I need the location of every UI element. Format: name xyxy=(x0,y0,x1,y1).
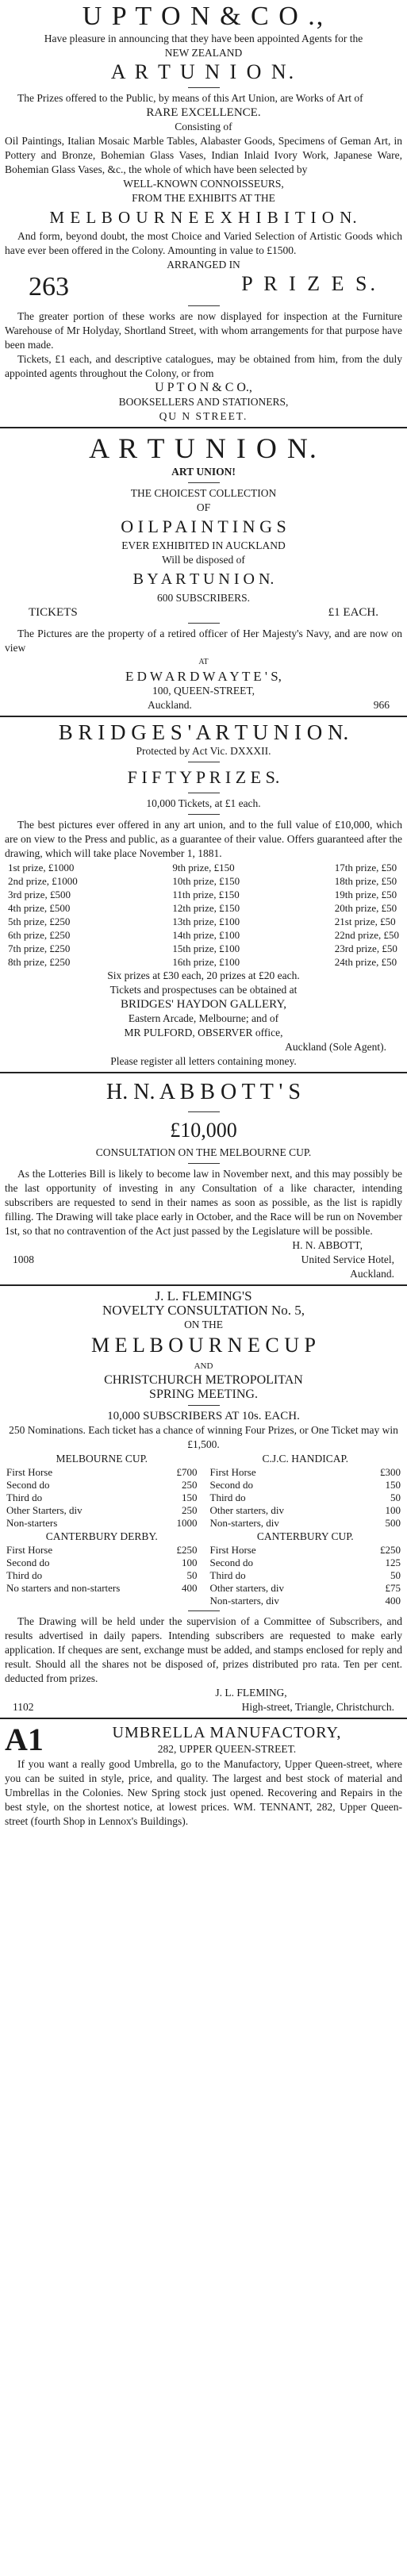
table-row xyxy=(5,1504,199,1517)
prize-item: 2nd prize, £1000 xyxy=(8,875,78,887)
ad1-line-7: WELL-KNOWN CONNOISSEURS, xyxy=(123,178,284,190)
table-row xyxy=(209,1517,403,1530)
race-table xyxy=(209,1452,403,1530)
fleming-sig: J. L. FLEMING, xyxy=(215,1687,287,1699)
table-row xyxy=(209,1479,403,1491)
prize-item: 3rd prize, £500 xyxy=(8,889,71,900)
table-row xyxy=(5,1544,199,1557)
table-row xyxy=(5,1569,199,1582)
table-cell: Non-starters xyxy=(6,1517,58,1529)
ad-separator xyxy=(0,427,407,428)
table-cell: Other Starters, div xyxy=(6,1504,83,1516)
umbrella-title: UMBRELLA MANUFACTORY, xyxy=(112,1724,342,1741)
table-row xyxy=(209,1544,403,1557)
ad2-line-12: E D W A R D W A Y T E ' S, xyxy=(125,669,282,684)
ad1-line-18: QU N STREET. xyxy=(159,410,248,422)
table-cell: Second do xyxy=(209,1479,254,1491)
fleming-addr: High-street, Triangle, Christchurch. xyxy=(241,1701,394,1713)
ad2-line-1: THE CHOICEST COLLECTION xyxy=(130,487,277,499)
fleming-christ: CHRISTCHURCH METROPOLITAN xyxy=(104,1373,303,1387)
ad2-line-2: OF xyxy=(196,501,211,513)
ad1-line-8: FROM THE EXHIBITS AT THE xyxy=(132,192,275,204)
fifty-prizes: F I F T Y P R I Z E S. xyxy=(127,767,280,787)
ad1-line-11: ARRANGED IN xyxy=(167,259,240,271)
race-table xyxy=(5,1452,199,1530)
tickets-price: £1 EACH. xyxy=(328,606,378,619)
prize-item: 24th prize, £50 xyxy=(334,956,397,968)
race-table xyxy=(209,1530,403,1607)
fleming-num: 1102 xyxy=(13,1701,34,1713)
prize-item: 4th prize, £500 xyxy=(8,902,71,914)
ad1-line-3: The Prizes offered to the Public, by means of this Art Union, are Works of Art of xyxy=(17,92,363,104)
abbott-footer xyxy=(5,1253,402,1267)
register-line: Please register all letters containing money. xyxy=(110,1055,297,1067)
race-table-body xyxy=(209,1544,403,1607)
fleming-and: AND xyxy=(194,1361,213,1371)
ad1-line-9: M E L B O U R N E E X H I B I T I O N. xyxy=(49,208,358,227)
table-cell: Other starters, div xyxy=(209,1504,285,1516)
race-table-head: CANTERBURY CUP. xyxy=(256,1530,354,1542)
table-cell: No starters and non-starters xyxy=(6,1582,121,1594)
prize-list xyxy=(5,861,402,969)
fleming-subs: 10,000 SUBSCRIBERS AT 10s. EACH. xyxy=(107,1410,300,1422)
table-row xyxy=(5,1466,199,1479)
ad2-line-7: 600 SUBSCRIBERS. xyxy=(156,592,251,604)
pulford-line: MR PULFORD, OBSERVER office, xyxy=(124,1027,283,1038)
table-cell: Second do xyxy=(6,1479,50,1491)
abbott-amount: £10,000 xyxy=(170,1119,237,1142)
table-cell: 250 xyxy=(182,1479,198,1491)
tickets-label: TICKETS xyxy=(29,606,78,619)
fleming-title: J. L. FLEMING'S xyxy=(155,1288,252,1303)
ad2-line-5: Will be disposed of xyxy=(162,554,245,566)
prize-column-3 xyxy=(335,861,399,969)
tickets-line xyxy=(5,605,402,620)
divider xyxy=(188,1111,220,1112)
fleming-spring: SPRING MEETING. xyxy=(149,1388,258,1401)
prize-item: 1st prize, £1000 xyxy=(8,862,75,873)
prize-item: 23rd prize, £50 xyxy=(334,942,397,954)
six-prizes: Six prizes at £30 each, 20 prizes at £20 each. xyxy=(107,969,300,981)
table-row xyxy=(209,1557,403,1569)
table-cell: 150 xyxy=(182,1491,198,1503)
ad1-line-17: BOOKSELLERS AND STATIONERS, xyxy=(118,396,289,408)
prize-item: 6th prize, £250 xyxy=(8,929,71,941)
table-row xyxy=(5,1491,199,1504)
table-cell: £75 xyxy=(385,1582,401,1594)
prize-item: 10th prize, £150 xyxy=(172,875,240,887)
race-tables-row-1 xyxy=(5,1452,402,1530)
divider xyxy=(188,482,220,483)
umbrella-body: If you want a really good Umbrella, go to the Manufactory, Upper Queen-street, where you can be suited in style, price, and quality. The largest and best stock of material and Umbrellas in the Colonies. New Spring stock just opened. Recovering and Repairs in the best style, on the shortest notice, at lowest prices. WM. TENNANT, 282, Upper Queen-street (fourth Shop in Lennox's Buildings). xyxy=(5,1758,402,1827)
ad2-line-4: EVER EXHIBITED IN AUCKLAND xyxy=(121,539,286,551)
race-tables-row-2 xyxy=(5,1530,402,1607)
abbott-hotel: United Service Hotel, xyxy=(301,1253,394,1265)
divider xyxy=(188,87,220,88)
table-cell: 50 xyxy=(186,1569,198,1581)
waytes-art-union-ad xyxy=(0,432,407,712)
table-cell: Other starters, div xyxy=(209,1582,285,1594)
table-cell: 400 xyxy=(385,1595,401,1607)
abbott-body: As the Lotteries Bill is likely to become law in November next, and this may possibly be the last opportunity of investing in any Consultation of a like character, intending subscribers are requested to send in their names as soon as possible, as the list is rapidly filling. The Drawing will take place early in October, and the Race will be run on November 1st, so that no contravention of the Act just passed by the Legislature will be possible. xyxy=(5,1168,402,1237)
table-cell: 100 xyxy=(385,1504,401,1516)
bridges-title: B R I D G E S ' A R T U N I O N. xyxy=(58,720,349,744)
divider xyxy=(188,305,220,306)
table-cell: Non-starters, div xyxy=(209,1517,279,1529)
a1-mark: A1 xyxy=(5,1722,44,1757)
table-row xyxy=(209,1491,403,1504)
table-cell: 500 xyxy=(385,1517,401,1529)
table-cell: Second do xyxy=(6,1557,50,1568)
prize-item: 7th prize, £250 xyxy=(8,942,71,954)
prizes-word: P R I Z E S. xyxy=(241,272,378,295)
ad1-line-6: Oil Paintings, Italian Mosaic Marble Tables, Alabaster Goods, Specimens of Geman Art, in Pottery and Bronze, Bohemian Glass Vases, Indian Inlaid Ivory Work, Japanese Ware, Bohemian Glass Vases, &c., the whole of which have been selected by xyxy=(5,135,402,175)
ad-separator xyxy=(0,1718,407,1719)
ad2-line-6: B Y A R T U N I O N. xyxy=(132,570,275,588)
table-cell: 150 xyxy=(385,1479,401,1491)
fleming-melb: M E L B O U R N E C U P xyxy=(91,1334,316,1357)
table-row xyxy=(5,1517,199,1530)
prize-item: 17th prize, £50 xyxy=(334,862,397,873)
fleming-sub: NOVELTY CONSULTATION No. 5, xyxy=(102,1303,305,1318)
prize-column-2 xyxy=(172,861,240,969)
table-row xyxy=(209,1582,403,1595)
ad1-line-15: Tickets, £1 each, and descriptive catalogues, may be obtained from him, from the duly appointed agents throughout the Colony, or from xyxy=(5,353,402,379)
divider xyxy=(188,1163,220,1164)
table-row xyxy=(209,1569,403,1582)
fleming-body: The Drawing will be held under the supervision of a Committee of Subscribers, and results advertised in daily papers. Intending subscribers are requested to make early application. If cheques are sent, exchange must be added, and stamps enclosed for reply and result. Should all the shares not be disposed of, prizes distributed pro rata. Ten per cent. deducted from prizes. xyxy=(5,1615,402,1684)
prize-item: 22nd prize, £50 xyxy=(334,929,399,941)
table-cell: 250 xyxy=(182,1504,198,1516)
table-cell: 400 xyxy=(182,1582,198,1594)
prize-item: 9th prize, £150 xyxy=(172,862,235,873)
prize-item: 19th prize, £50 xyxy=(334,889,397,900)
ad1-line-4: RARE EXCELLENCE. xyxy=(146,106,261,119)
art-union-title: A R T U N I O N. xyxy=(89,432,318,464)
gallery-name: BRIDGES' HAYDON GALLERY, xyxy=(121,998,286,1011)
divider xyxy=(188,814,220,815)
tickets-line: Tickets and prospectuses can be obtained at xyxy=(109,984,298,996)
umbrella-header xyxy=(5,1722,402,1757)
abbott-num: 1008 xyxy=(13,1253,34,1265)
fleming-numbers: 250 Nominations. Each ticket has a chance of winning Four Prizes, or One Ticket may win £1,500. xyxy=(9,1424,398,1450)
ad2-line-13: 100, QUEEN-STREET, xyxy=(152,685,255,697)
race-table-body xyxy=(5,1466,199,1530)
prize-item: 13th prize, £100 xyxy=(172,916,240,927)
agent-line: Auckland (Sole Agent). xyxy=(285,1041,386,1053)
abbott-title: H. N. A B B O T T ' S xyxy=(106,1080,301,1104)
ad2-line-11: AT xyxy=(198,658,209,666)
prize-column-1 xyxy=(8,861,78,969)
fleming-footer xyxy=(5,1700,402,1714)
table-cell: First Horse xyxy=(209,1544,256,1556)
prize-item: 12th prize, £150 xyxy=(172,902,240,914)
table-row xyxy=(209,1466,403,1479)
divider xyxy=(188,623,220,624)
race-table-head: CANTERBURY DERBY. xyxy=(45,1530,158,1542)
table-cell: Second do xyxy=(209,1557,254,1568)
prize-item: 18th prize, £50 xyxy=(334,875,397,887)
fleming-on: ON THE xyxy=(184,1319,223,1330)
table-cell: £250 xyxy=(176,1544,198,1556)
ad-separator xyxy=(0,716,407,717)
prize-item: 16th prize, £100 xyxy=(172,956,240,968)
upton-art-union-ad xyxy=(0,0,407,424)
ad1-line-0: Have pleasure in announcing that they have been appointed Agents for the xyxy=(44,33,363,44)
ad1-line-14: The greater portion of these works are now displayed for inspection at the Furniture Warehouse of Mr Holyday, Shortland Street, with whom arrangements for that purpose have been made. xyxy=(5,310,402,351)
table-row xyxy=(209,1504,403,1517)
ad2-number: 966 xyxy=(373,699,390,711)
ad1-line-10: And form, beyond doubt, the most Choice and Varied Selection of Artistic Goods which have ever been offered in the Colony. Amounting in value to £1500. xyxy=(5,230,402,256)
ad-separator xyxy=(0,1072,407,1073)
table-cell: £300 xyxy=(380,1466,401,1478)
ad2-line-10: The Pictures are the property of a retired officer of Her Majesty's Navy, and are now on view xyxy=(5,628,402,654)
table-cell: First Horse xyxy=(6,1544,53,1556)
ad1-line-2: A R T U N I O N. xyxy=(110,60,297,83)
prize-item: 11th prize, £150 xyxy=(172,889,240,900)
table-cell: £700 xyxy=(176,1466,198,1478)
prizes-heading xyxy=(5,272,402,302)
umbrella-addr: 282, UPPER QUEEN-STREET. xyxy=(157,1743,297,1755)
table-cell: 125 xyxy=(385,1557,401,1568)
race-table-head: C.J.C. HANDICAP. xyxy=(262,1453,348,1465)
ad2-place: Auckland. xyxy=(148,699,192,711)
table-cell: 1000 xyxy=(176,1517,198,1529)
table-row xyxy=(5,1557,199,1569)
divider xyxy=(188,1610,220,1611)
race-table-head: MELBOURNE CUP. xyxy=(56,1453,148,1465)
prize-item: 21st prize, £50 xyxy=(334,916,396,927)
arcade-line: Eastern Arcade, Melbourne; and of xyxy=(128,1012,279,1024)
table-cell: £250 xyxy=(380,1544,401,1556)
divider xyxy=(188,1405,220,1406)
table-cell: Third do xyxy=(6,1569,43,1581)
fleming-consultation-ad xyxy=(0,1289,407,1714)
bridges-body: The best pictures ever offered in any art union, and to the full value of £10,000, which are on view to the Press and public, as a guarantee of their value. Offers guaranteed after the drawing, which will take place November 1, 1881. xyxy=(5,819,402,859)
prize-item: 5th prize, £250 xyxy=(8,916,71,927)
table-cell: 50 xyxy=(390,1491,401,1503)
ad2-footer xyxy=(5,698,402,712)
table-cell: Non-starters, div xyxy=(209,1595,279,1607)
table-row xyxy=(5,1479,199,1491)
table-cell: Third do xyxy=(209,1569,246,1581)
race-table-body xyxy=(209,1466,403,1530)
table-row xyxy=(209,1595,403,1607)
race-table xyxy=(5,1530,199,1607)
umbrella-title-block xyxy=(52,1723,402,1756)
table-cell: Third do xyxy=(6,1491,43,1503)
prize-item: 8th prize, £250 xyxy=(8,956,71,968)
abbott-sig: H. N. ABBOTT, xyxy=(292,1239,363,1251)
prize-item: 14th prize, £100 xyxy=(172,929,240,941)
prize-item: 20th prize, £50 xyxy=(334,902,397,914)
ad1-line-5: Consisting of xyxy=(175,121,232,132)
ticket-count: 10,000 Tickets, at £1 each. xyxy=(146,797,261,809)
ad-separator xyxy=(0,1284,407,1286)
ad1-line-16: U P T O N & C O., xyxy=(155,381,252,394)
table-cell: Third do xyxy=(209,1491,246,1503)
umbrella-ad xyxy=(0,1722,407,1829)
race-table-body xyxy=(5,1544,199,1595)
table-cell: First Horse xyxy=(6,1466,53,1478)
upton-title: U P T O N & C O ., xyxy=(82,2,325,31)
table-row xyxy=(5,1582,199,1595)
bridges-subtitle: Protected by Act Vic. DXXXII. xyxy=(136,745,271,757)
table-cell: 100 xyxy=(182,1557,198,1568)
ad1-line-1: NEW ZEALAND xyxy=(164,47,243,59)
bridges-art-union-ad xyxy=(0,720,407,1069)
prize-count: 263 xyxy=(29,272,69,301)
prize-item: 15th prize, £100 xyxy=(172,942,240,954)
abbott-sub: CONSULTATION ON THE MELBOURNE CUP. xyxy=(95,1146,312,1158)
ad2-line-0: ART UNION! xyxy=(171,466,236,478)
abbott-consultation-ad xyxy=(0,1077,407,1281)
table-cell: 50 xyxy=(390,1569,401,1581)
ad2-line-3: O I L P A I N T I N G S xyxy=(121,516,286,536)
abbott-place: Auckland. xyxy=(350,1268,394,1280)
table-cell: First Horse xyxy=(209,1466,256,1478)
